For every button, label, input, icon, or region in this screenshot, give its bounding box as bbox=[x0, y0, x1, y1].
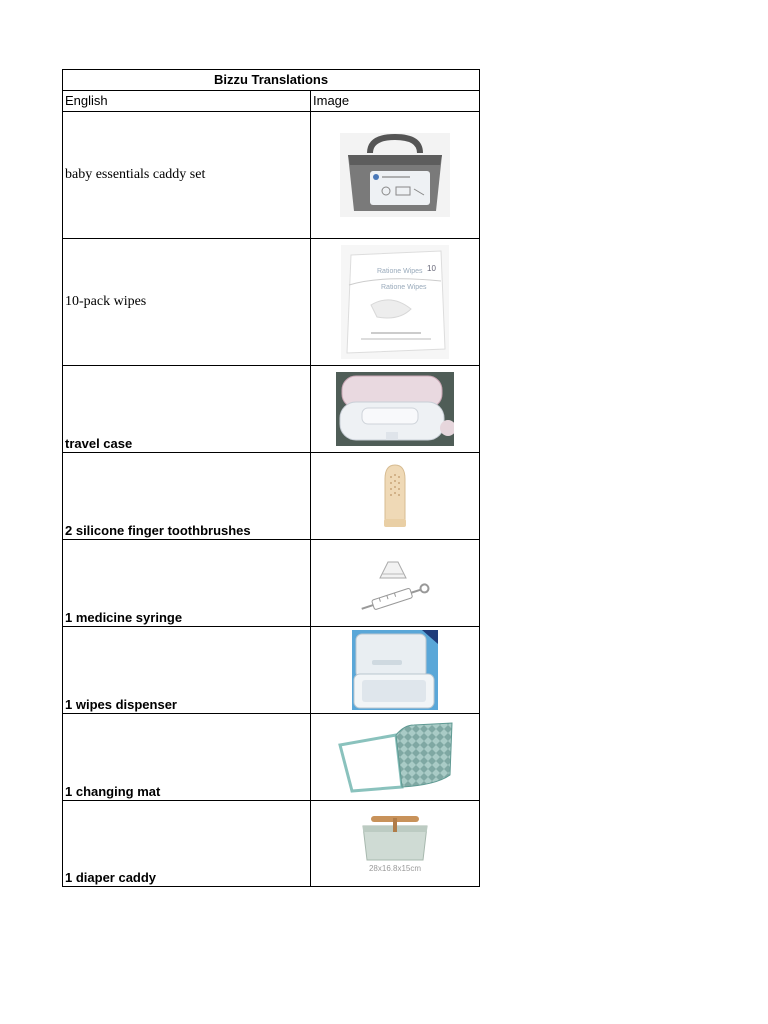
finger-toothbrush-photo bbox=[375, 461, 415, 531]
image-cell bbox=[311, 801, 480, 887]
image-cell bbox=[311, 540, 480, 627]
caddy-set-photo bbox=[340, 133, 450, 217]
table-row bbox=[63, 714, 480, 801]
image-cell bbox=[311, 112, 480, 239]
table-row bbox=[63, 627, 480, 714]
image-cell bbox=[311, 453, 480, 540]
diaper-caddy-photo bbox=[357, 814, 433, 862]
english-cell: 2 silicone finger toothbrushes bbox=[63, 453, 311, 540]
english-cell: 1 wipes dispenser bbox=[63, 627, 311, 714]
travel-case-photo bbox=[336, 372, 454, 446]
english-cell: 1 medicine syringe bbox=[63, 540, 311, 627]
changing-mat-photo bbox=[336, 721, 454, 793]
table-row bbox=[63, 239, 480, 366]
english-cell: 10-pack wipes bbox=[63, 239, 311, 366]
table-row bbox=[63, 453, 480, 540]
table-row bbox=[63, 366, 480, 453]
wipes-pack-photo bbox=[341, 245, 449, 359]
image-cell bbox=[311, 714, 480, 801]
table-row bbox=[63, 801, 480, 887]
svg-text:Ratione Wipes: Ratione Wipes bbox=[381, 284, 427, 291]
table-row bbox=[63, 112, 480, 239]
svg-text:Ratione Wipes: Ratione Wipes bbox=[377, 268, 423, 275]
english-cell: travel case bbox=[63, 366, 311, 453]
column-header-image: Image bbox=[311, 91, 480, 112]
image-cell bbox=[311, 366, 480, 453]
image-cell bbox=[311, 627, 480, 714]
english-cell: baby essentials caddy set bbox=[63, 112, 311, 239]
table-row bbox=[63, 540, 480, 627]
medicine-syringe-photo bbox=[358, 550, 432, 616]
svg-text:10: 10 bbox=[427, 264, 436, 273]
wipes-dispenser-photo bbox=[352, 630, 438, 710]
english-cell: 1 diaper caddy bbox=[63, 801, 311, 887]
english-cell: 1 changing mat bbox=[63, 714, 311, 801]
image-cell bbox=[311, 239, 480, 366]
translations-table bbox=[62, 69, 480, 887]
column-header-english: English bbox=[63, 91, 311, 112]
table-title: Bizzu Translations bbox=[63, 70, 480, 91]
size-caption: 28x16.8x15cm bbox=[368, 864, 422, 873]
